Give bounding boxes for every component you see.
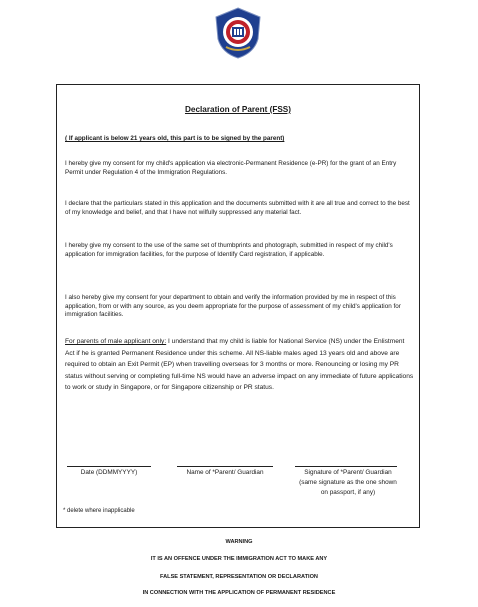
name-label: Name of *Parent/ Guardian <box>186 469 264 476</box>
signature-line <box>295 466 397 467</box>
signature-label-line3: on passport, if any) <box>320 489 376 496</box>
declaration-paragraph: I declare that the particulars stated in this application and the documents submitted with it are all true and correct to the best of my knowledge and belief, and that I have not wilfully suppressed any material fact. <box>65 200 410 216</box>
national-service-paragraph <box>65 336 415 394</box>
date-label: Date (DDMMYYYY) <box>80 469 138 476</box>
footnote: * delete where inapplicable <box>63 508 135 514</box>
consent-paragraph-epr: I hereby give my consent for my child's application via electronic-Permanent Residence (e-PR) for the grant of an Entry Permit under Regulation 4 of the Immigration Regulations. <box>65 160 397 176</box>
warning-heading: WARNING <box>225 539 253 545</box>
warning-line-1: IT IS AN OFFENCE UNDER THE IMMIGRATION ACT TO MAKE ANY <box>150 556 328 562</box>
thumbprint-consent-paragraph: I hereby give my consent to the use of the same set of thumbprints and photograph, submitted in respect of my child's application for immigration facilities, for the purpose of Identify Card registration, if applicable. <box>65 242 393 258</box>
date-signature-line <box>67 466 151 467</box>
signature-label <box>283 468 413 498</box>
government-crest-icon <box>210 5 266 61</box>
form-subtitle: ( If applicant is below 21 years old, this part is to be signed by the parent) <box>65 135 285 142</box>
male-applicant-body: I understand that my child is liable for National Service (NS) under the Enlistment Act if he is granted Permanent Residence under this scheme. All NS-liable males aged 13 years old and above are required to obtain an Exit Permit (EP) when travelling overseas for 3 months or more. Renouncing or losing my PR status without serving or completing full-time NS would have an adverse impact on any immediate of future applications to work or study in Singapore, or for Singapore citizenship or PR status. <box>65 338 414 392</box>
form-title: Declaration of Parent (FSS) <box>184 105 291 114</box>
verification-consent-paragraph: I also hereby give my consent for your department to obtain and verify the information provided by me in respect of this application, from or with any source, as you deem appropriate for the purpose of assessment of my child's application for immigration facilities. <box>65 294 401 318</box>
signature-label-line2: (same signature as the one shown <box>299 479 397 486</box>
name-signature-line <box>177 466 273 467</box>
declaration-form <box>56 84 420 528</box>
warning-line-2: FALSE STATEMENT, REPRESENTATION OR DECLARATION <box>160 574 318 580</box>
warning-line-3: IN CONNECTION WITH THE APPLICATION OF PERMANENT RESIDENCE <box>142 590 336 596</box>
male-applicant-lead: For parents of male applicant only: <box>65 338 167 345</box>
signature-label-line1: Signature of *Parent/ Guardian <box>304 469 392 476</box>
